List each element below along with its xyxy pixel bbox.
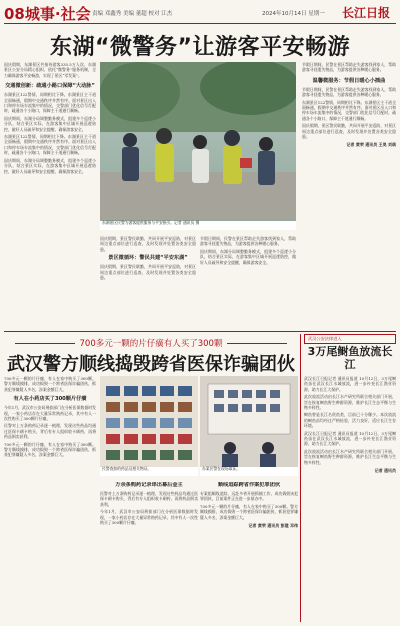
main-paragraph-3b: 国庆假期，景区警民联勤，共同开展平安巡防，对景区周边重点部位进行巡查，及时发现并处置各类安全隐患。	[100, 264, 196, 281]
column-divider	[300, 334, 301, 622]
second-photo-2	[200, 376, 298, 476]
date-line: 2024年10月14日 星期一	[262, 11, 325, 17]
side-story-column	[304, 376, 396, 622]
main-paragraph-1: 东湖景区122警情，同期相比下降。东湖景区主干道全面畅通，假期中交通秩序井然有序。面对景区出入口和停车场车流集中的情况，交警部门优化信号灯配时，疏通各个小路口，保障主干道通行顺畅。	[4, 92, 96, 114]
main-photo	[100, 62, 296, 230]
main-subhead-3: 温馨微服务：节假日暖心小插曲	[312, 77, 386, 84]
second-subhead-1: 有人在小药店买了300颗片仔癀	[13, 396, 87, 403]
side-paragraph-2: 此次放流活动由长江水产研究所联合相关部门开展，旨在恢复鲥鱼野生种群资源，维护长江生态平衡与生物多样性。	[304, 394, 396, 411]
main-headline: 东湖“微警务”让游客平安畅游	[50, 35, 350, 60]
second-credit: 记者 黄荣 通讯员 彭建 邓伟	[248, 523, 298, 529]
main-paragraph-5: 节假日期间，民警在景区帮助走失游客找到家人，帮助游客寻回遗失物品，为游客提供各种暖心服务。	[302, 62, 396, 73]
police-evidence-photo	[200, 376, 298, 468]
main-paragraph-4b: 国庆期间，东湖分局调整勤务模式，组建多个巡逻小分队，结合景区实际，在游客集中区域开展巡逻防控，做好人员疏导和安全提醒，确保游客安全。	[200, 248, 296, 265]
main-paragraph-2: 国庆期间，东湖分局调整勤务模式，组建多个巡逻小分队，结合景区实际，在游客集中区域开展巡逻防控，做好人员疏导和安全提醒，确保游客安全。	[4, 115, 96, 132]
second-paragraph-4: 专案组顺线追踪，远赴多省开展抓捕工作，成功捣毁该犯罪团伙，目前案件正在进一步侦办中。	[200, 491, 298, 502]
main-paragraph-2b: 东湖景区122警情，同期相比下降。东湖景区主干道全面畅通，假期中交通秩序井然有序。面对景区出入口和停车场车流集中的情况，交警部门优化信号灯配时，疏通各个小路口，保障主干道通行顺畅。	[4, 134, 96, 156]
side-paragraph-1: 武汉长江日报记者 通讯员报道 10月12日，3万尾鲥鱼苗在武汉长江水域放流，进一步补充长江渔业资源，助力长江大保护。	[304, 376, 396, 392]
second-kicker: 700多元一颗的片仔癀有人买了300颗	[4, 337, 298, 349]
side-paragraph-4: 武汉长江日报记者 通讯员报道 10月12日，3万尾鲥鱼苗在武汉长江水域放流，进一步补充长江渔业资源，助力长江大保护。	[304, 430, 396, 447]
main-paragraph-2c: 国庆期间，东湖分局调整勤务模式，组建多个巡逻小分队，结合景区实际，在游客集中区域开展巡逻防控，做好人员疏导和安全提醒，确保游客安全。	[4, 157, 96, 174]
second-story-column-1	[4, 376, 96, 622]
second-photo-2-caption: 办案民警在现场取证。	[200, 467, 298, 476]
main-paragraph-3: 国庆假期，景区警民联勤，共同开展平安巡防，对景区周边重点部位进行巡查，及时发现并处置各类安全隐患。	[100, 236, 196, 252]
main-paragraph-4: 节假日期间，民警在景区帮助走失游客找到家人，帮助游客寻回遗失物品，为游客提供各种暖心服务。	[200, 236, 296, 247]
side-headline: 3万尾鲥鱼放流长江	[307, 345, 393, 371]
editors-line: 责编 邓鑫秀 美编 董超 校对 江杰	[92, 11, 173, 17]
main-credit: 记者 黄荣 通讯员 王昊 刘萌	[346, 142, 396, 148]
second-headline: 武汉警方顺线捣毁跨省医保诈骗团伙	[7, 354, 295, 375]
police-service-photo	[100, 62, 296, 230]
main-paragraph-7: 东湖景区122警情，同期相比下降。东湖景区主干道全面畅通，假期中交通秩序井然有序。面对景区出入口和停车场车流集中的情况，交警部门优化信号灯配时，疏通各个小路口，保障主干道通行顺畅。	[302, 99, 396, 121]
second-paragraph-2: 今年1月，武汉市公安局刑侦部门在分析医保数据时发现，一家小药店存在大量异常购药记录，其中有人一次性购买了300颗片仔癀。	[4, 405, 96, 422]
side-box-title: 武汉公安法律进入	[308, 336, 342, 341]
paper-logo: 长江日报	[342, 6, 391, 20]
main-subhead-1: 交通微创新：疏通小路口保障“大动脉”	[5, 83, 95, 90]
second-kicker-band	[4, 334, 298, 350]
second-paragraph-3: 民警对上万条购药记录逐一梳理，发现这些药品均通过医保卡刷卡购买，背后有专人组织收卡刷药，再将药品倒卖获利。	[100, 491, 198, 507]
main-story-column-4	[302, 62, 396, 332]
main-subhead-2: 景区微循环：警民共建“平安东湖”	[108, 255, 188, 262]
second-paragraph-3b: 今年1月，武汉市公安局刑侦部门在分析医保数据时发现，一家小药店存在大量异常购药记录，其中有人一次性购买了300颗片仔癀。	[100, 509, 198, 526]
main-paragraph-8: 国庆假期，景区警民联勤，共同开展平安巡防，对景区周边重点部位进行巡查，及时发现并处置各类安全隐患。	[302, 123, 396, 140]
second-paragraph-2b: 民警对上万条购药记录逐一梳理，发现这些药品均通过医保卡刷卡购买，背后有专人组织收卡刷药，再将药品倒卖获利。	[4, 423, 96, 440]
main-lead: 国庆假期，东湖景区共接待游客335.5万人次，东湖景区公安分局精心组织，依托“微警务”服务机制，全力确保游客平安畅游，实现了景区“零发案”。	[4, 62, 96, 78]
side-paragraph-3: 鲥鱼曾是长江名贵鱼类，目前已十分稀少。本次放流的鲥鱼苗均经过严格检验，活力良好，适应长江生存环境。	[304, 412, 396, 429]
second-paragraph-4b: 700多元一颗的片仔癀，有人在家中购买了300颗。警方顺线摸排，成功捣毁一个跨省医保诈骗团伙，抓获犯罪嫌疑人多名，涉案金额巨大。	[200, 503, 298, 520]
second-photo-1-caption: 民警查扣的药品及相关物证。	[100, 467, 198, 476]
main-story-column-1	[4, 62, 96, 324]
page-header	[4, 2, 396, 24]
second-story-column-3	[200, 482, 298, 622]
side-paragraph-5: 此次放流活动由长江水产研究所联合相关部门开展，旨在恢复鲥鱼野生种群资源，维护长江生态平衡与生物多样性。	[304, 448, 396, 465]
second-story-column-2	[100, 482, 198, 622]
second-paragraph-2c: 700多元一颗的片仔癀，有人在家中购买了300颗。警方顺线摸排，成功捣毁一个跨省医保诈骗团伙，抓获犯罪嫌疑人多名，涉案金额巨大。	[4, 441, 96, 458]
second-photo-1	[100, 376, 198, 476]
main-story-column-3	[200, 236, 296, 326]
side-box-header	[304, 334, 396, 344]
main-story-column-2	[100, 236, 196, 326]
side-credit: 记者 通讯员	[374, 468, 396, 474]
section-divider	[4, 331, 396, 332]
second-subhead-2: 万余条购药记录串出幕后金主	[115, 482, 183, 488]
seized-medicine-photo	[100, 376, 198, 468]
main-paragraph-6: 节假日期间，民警在景区帮助走失游客找到家人，帮助游客寻回遗失物品，为游客提供各种暖心服务。	[302, 86, 396, 98]
second-paragraph-1: 700多元一颗的片仔癀，有人在家中购买了300颗。警方顺线摸排，成功捣毁一个跨省医保诈骗团伙，抓获犯罪嫌疑人多名，涉案金额巨大。	[4, 376, 96, 392]
main-photo-caption: 东湖景区民警为游客提供服务与平安指引。记者 通讯员 摄	[100, 221, 296, 230]
second-subhead-3: 顺线追踪跨省作案犯罪团伙	[217, 482, 281, 488]
section-title: 08城事·社会	[4, 5, 91, 23]
